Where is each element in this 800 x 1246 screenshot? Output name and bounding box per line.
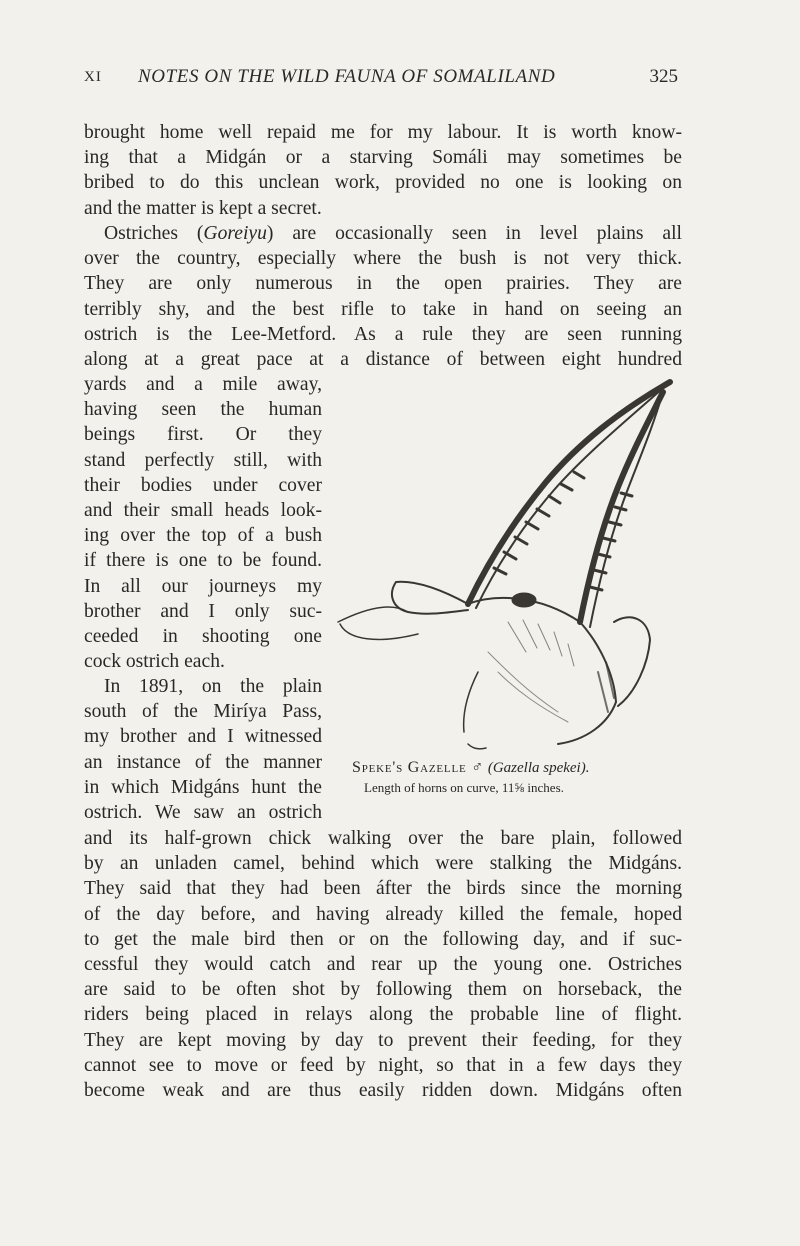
text-line: cessful they would catch and rear up the young one. Ostriches	[84, 954, 682, 976]
running-title: NOTES ON THE WILD FAUNA OF SOMALILAND	[138, 66, 556, 87]
text-line: bribed to do this unclean work, provided no one is looking on	[84, 172, 682, 194]
text-line: riders being placed in relays along the probable line of flight.	[84, 1004, 682, 1026]
text-line: ostrich is the Lee-Metford. As a rule they are seen running	[84, 323, 682, 345]
text-line: and their small heads look-	[84, 500, 322, 522]
text-line: ing that a Midgán or a starving Somáli may sometimes be	[84, 147, 682, 169]
text-line: brother and I only suc-	[84, 600, 322, 622]
figure-caption	[352, 758, 692, 797]
text-line: In all our journeys my	[84, 575, 322, 597]
text-line: In 1891, on the plain	[104, 676, 322, 697]
paragraph-2-narrow	[84, 372, 322, 674]
text-line: having seen the human	[84, 399, 322, 421]
text-line: their bodies under cover	[84, 474, 322, 496]
text-line: if there is one to be found.	[84, 550, 322, 572]
page-number: 325	[649, 66, 678, 87]
gazelle-figure	[318, 372, 680, 750]
text-line: ing over the top of a bush	[84, 525, 322, 547]
text-line: brought home well repaid me for my labour. It is worth know-	[84, 122, 682, 143]
text-line: of the day before, and having already killed the female, hoped	[84, 903, 682, 925]
caption-title-line	[352, 758, 692, 778]
text-line: become weak and are thus easily ridden down. Midgáns often	[84, 1080, 682, 1102]
chapter-numeral: XI	[84, 69, 102, 85]
text-line: stand perfectly still, with	[84, 449, 322, 471]
gazelle-head-illustration-icon	[318, 372, 680, 750]
text-line: an instance of the manner	[84, 751, 322, 773]
text-line: to get the male bird then or on the following day, and if suc-	[84, 928, 682, 950]
text-line: cock ostrich each.	[84, 651, 225, 673]
text-line: south of the Miríya Pass,	[84, 701, 322, 723]
text-line: and its half-grown chick walking over the bare plain, followed	[84, 828, 682, 849]
paragraph-3-narrow	[84, 674, 322, 825]
text-line: over the country, especially where the bush is not very thick.	[84, 248, 682, 270]
text-line-goreiyu: Ostriches (Goreiyu) are occasionally seen in level plains all	[104, 223, 682, 244]
text-line: my brother and I witnessed	[84, 726, 322, 748]
text-line: along at a great pace at a distance of between eight hundred	[84, 349, 682, 371]
text-line: They are kept moving by day to prevent their feeding, for they	[84, 1029, 682, 1051]
caption-latin: (Gazella spekei).	[487, 760, 590, 776]
text-line: ceeded in shooting one	[84, 626, 322, 648]
caption-title: Speke's Gazelle ♂	[352, 759, 485, 776]
text-line: beings first. Or they	[84, 424, 322, 446]
paragraph-3	[84, 826, 682, 1103]
paragraph-1	[84, 120, 682, 221]
text-line: cannot see to move or feed by night, so that in a few days they	[84, 1054, 682, 1076]
text-line: They are only numerous in the open prairies. They are	[84, 273, 682, 295]
caption-length: Length of horns on curve, 11⅝ inches.	[364, 780, 564, 795]
text-line: ostrich. We saw an ostrich	[84, 802, 322, 824]
text-line: yards and a mile away,	[84, 374, 322, 395]
text-line: in which Midgáns hunt the	[84, 776, 322, 798]
text-line: They said that they had been áfter the birds since the morning	[84, 878, 682, 900]
text-line: by an unladen camel, behind which were stalking the Midgáns.	[84, 853, 682, 875]
text-line: terribly shy, and the best rifle to take in hand on seeing an	[84, 298, 682, 320]
paragraph-2	[84, 221, 682, 372]
text-line: and the matter is kept a secret.	[84, 197, 322, 219]
running-header	[84, 66, 678, 94]
text-line: are said to be often shot by following them on horseback, the	[84, 979, 682, 1001]
